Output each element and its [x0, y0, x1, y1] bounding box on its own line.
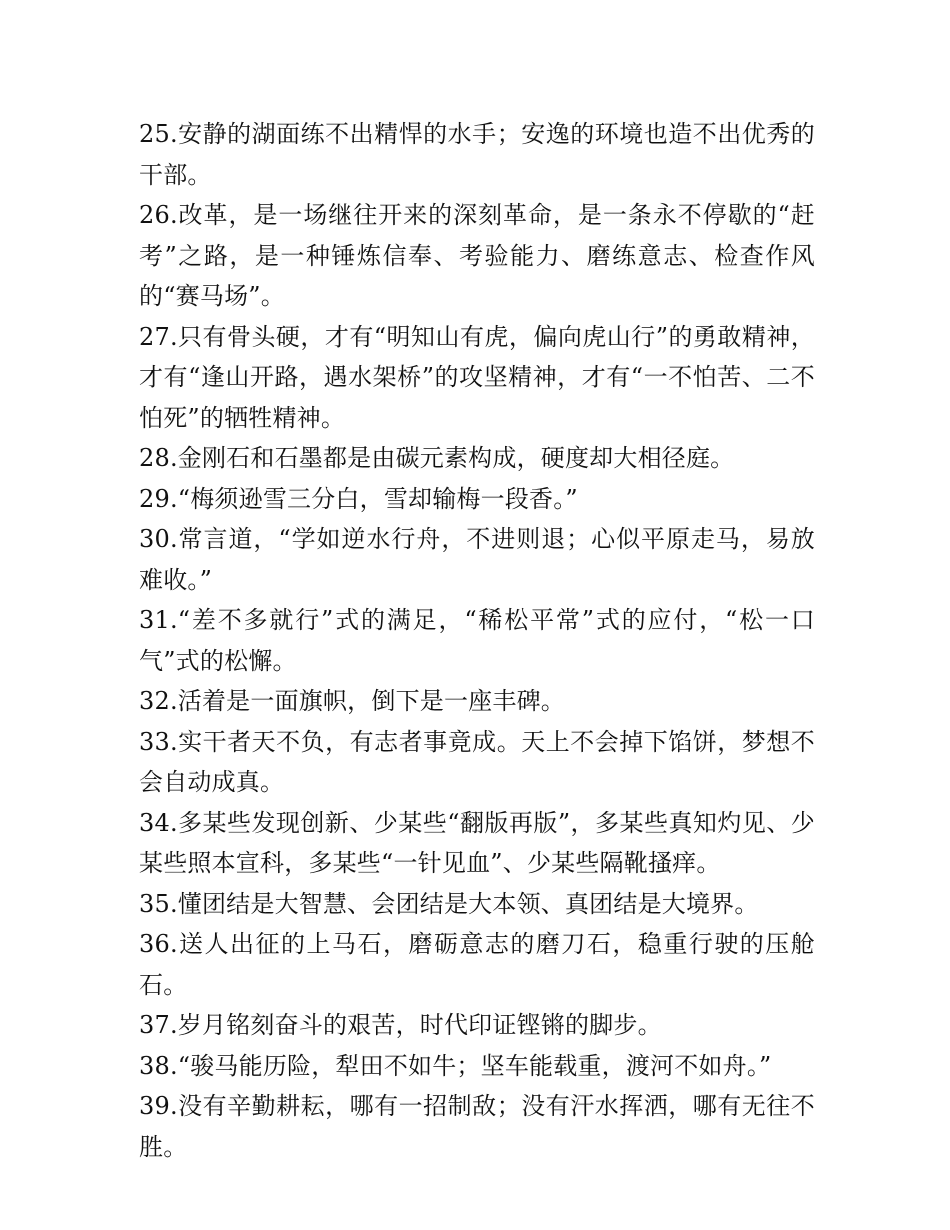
- quote-item-27: 27.只有骨头硬，才有“明知山有虎，偏向虎山行”的勇敢精神，才有“逢山开路，遇水架桥”的攻坚精神，才有“一不怕苦、二不怕死”的牺牲精神。: [139, 322, 815, 432]
- quote-item-31: 31.“差不多就行”式的满足，“稀松平常”式的应付，“松一口气”式的松懈。: [139, 606, 815, 675]
- quote-item-39: 39.没有辛勤耕耘，哪有一招制敌；没有汗水挥洒，哪有无往不胜。: [139, 1092, 815, 1161]
- quote-item-33: 33.实干者天不负，有志者事竟成。天上不会掉下馅饼，梦想不会自动成真。: [139, 727, 815, 796]
- quote-item-26: 26.改革，是一场继往开来的深刻革命，是一条永不停歇的“赶考”之路，是一种锤炼信奉、考验能力、磨练意志、检查作风的“赛马场”。: [139, 201, 815, 310]
- quote-item-34: 34.多某些发现创新、少某些“翻版再版”，多某些真知灼见、少某些照本宣科，多某些“一针见血”、少某些隔靴搔痒。: [139, 808, 815, 877]
- quote-item-25: 25.安静的湖面练不出精悍的水手；安逸的环境也造不出优秀的干部。: [139, 120, 815, 189]
- quote-item-28: 28.金刚石和石墨都是由碳元素构成，硬度却大相径庭。: [139, 444, 735, 472]
- quote-item-32: 32.活着是一面旗帜，倒下是一座丰碑。: [139, 687, 565, 715]
- quotes-list: [139, 114, 815, 1167]
- quote-item-35: 35.懂团结是大智慧、会团结是大本领、真团结是大境界。: [139, 889, 759, 918]
- quote-item-29: 29.“梅须逊雪三分白，雪却输梅一段香。”: [139, 484, 578, 513]
- quote-item-37: 37.岁月铭刻奋斗的艰苦，时代印证铿锵的脚步。: [139, 1011, 662, 1039]
- quote-item-38: 38.“骏马能历险，犁田不如牛；坚车能载重，渡河不如舟。”: [139, 1051, 772, 1080]
- quote-item-36: 36.送人出征的上马石，磨砺意志的磨刀石，稳重行驶的压舱石。: [139, 930, 815, 999]
- quote-item-30: 30.常言道，“学如逆水行舟，不进则退；心似平原走马，易放难收。”: [139, 525, 815, 594]
